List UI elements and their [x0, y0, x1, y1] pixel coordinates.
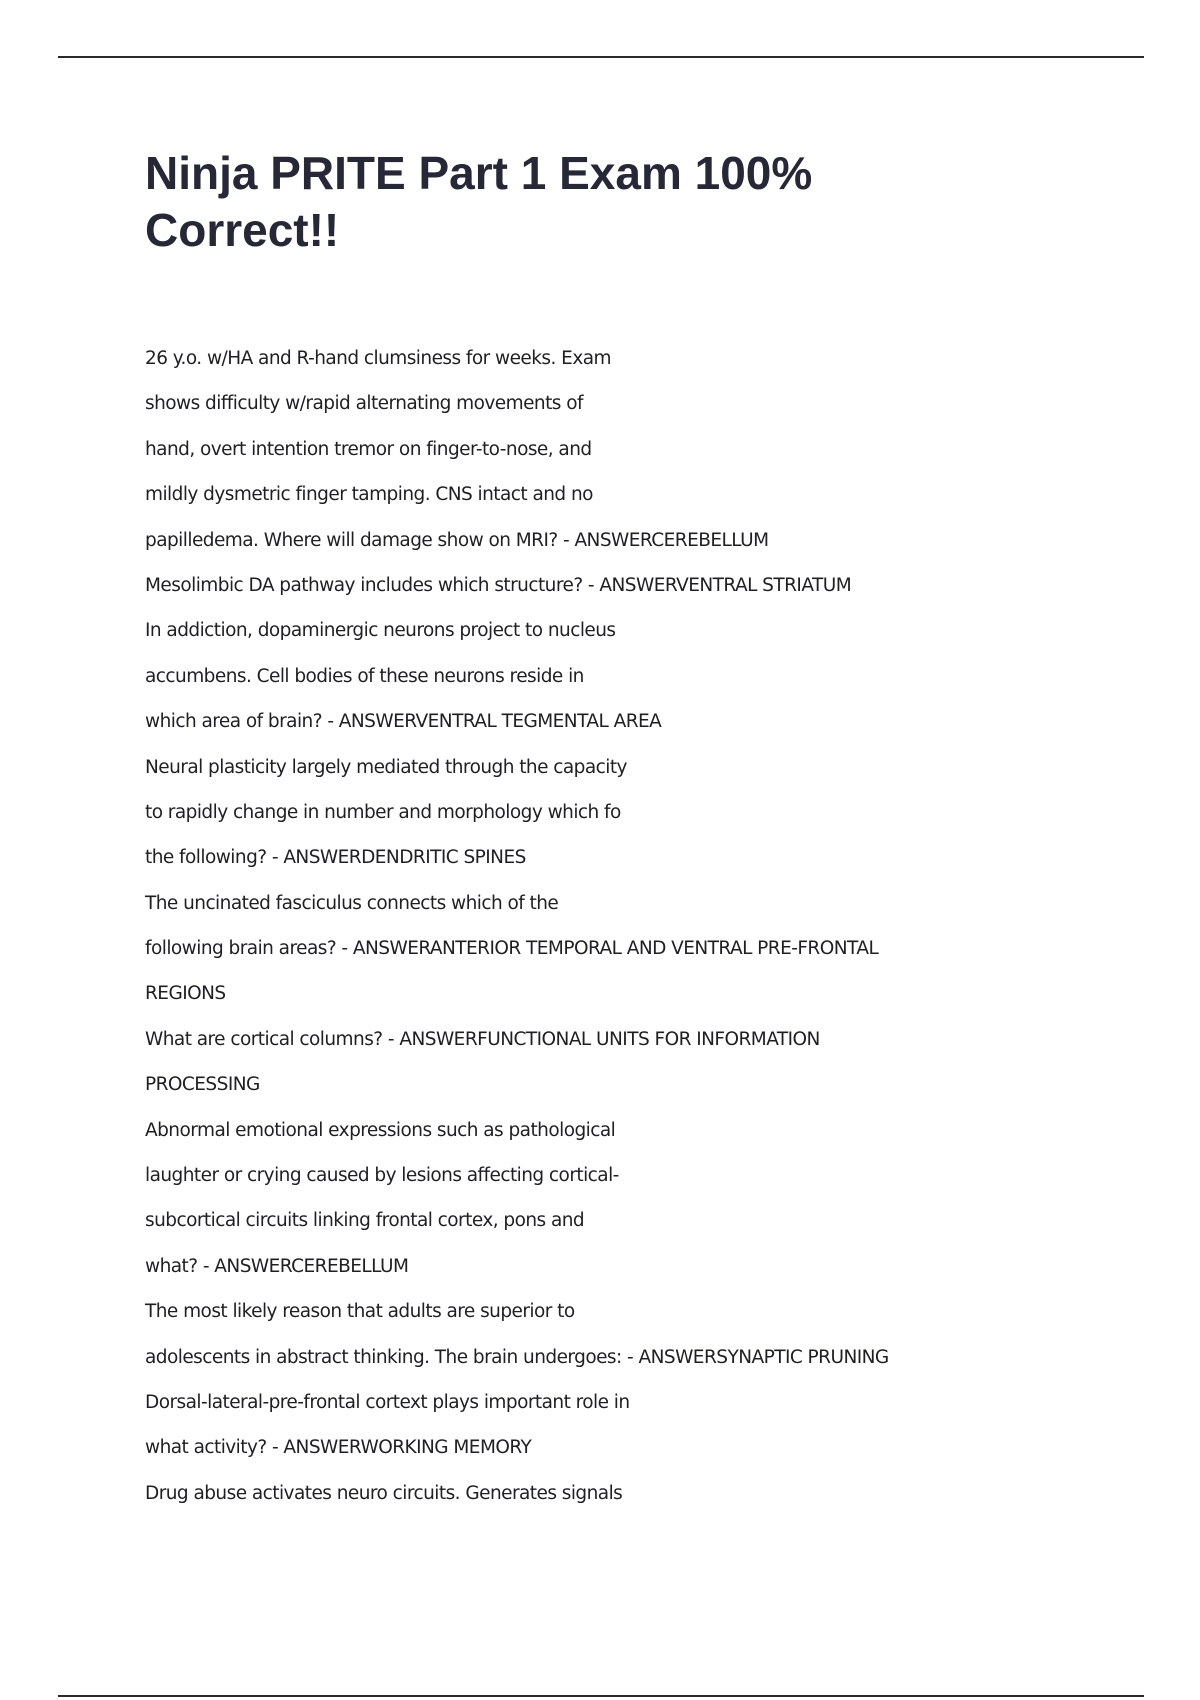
text-line: PROCESSING — [145, 1074, 260, 1096]
text-line: shows difficulty w/rapid alternating movements of — [145, 393, 583, 415]
text-line: Mesolimbic DA pathway includes which structure? - ANSWERVENTRAL STRIATUM — [145, 574, 852, 596]
top-divider — [58, 56, 1144, 58]
text-line: what? - ANSWERCEREBELLUM — [145, 1255, 409, 1277]
text-line: hand, overt intention tremor on finger-to-nose, and — [145, 438, 592, 460]
text-line: What are cortical columns? - ANSWERFUNCTIONAL UNITS FOR INFORMATION — [145, 1028, 820, 1050]
text-line: The most likely reason that adults are superior to — [145, 1301, 575, 1323]
text-line: The uncinated fasciculus connects which of the — [145, 892, 559, 914]
document-title: Ninja PRITE Part 1 Exam 100% Correct!! — [145, 147, 813, 256]
text-line: Neural plasticity largely mediated through the capacity — [145, 756, 627, 778]
text-line: adolescents in abstract thinking. The brain undergoes: - ANSWERSYNAPTIC PRUNING — [145, 1346, 889, 1368]
text-line: In addiction, dopaminergic neurons project to nucleus — [145, 620, 616, 642]
text-line: which area of brain? - ANSWERVENTRAL TEGMENTAL AREA — [145, 711, 662, 733]
text-line: laughter or crying caused by lesions affecting cortical- — [145, 1165, 619, 1187]
text-line: following brain areas? - ANSWERANTERIOR TEMPORAL AND VENTRAL PRE-FRONTAL — [145, 938, 879, 960]
text-line: 26 y.o. w/HA and R-hand clumsiness for weeks. Exam — [145, 348, 611, 369]
text-line: accumbens. Cell bodies of these neurons reside in — [145, 665, 584, 687]
text-line: the following? - ANSWERDENDRITIC SPINES — [145, 847, 526, 869]
text-line: subcortical circuits linking frontal cortex, pons and — [145, 1210, 585, 1232]
text-line: Dorsal-lateral-pre-frontal cortext plays important role in — [145, 1391, 630, 1413]
text-line: what activity? - ANSWERWORKING MEMORY — [145, 1437, 532, 1459]
text-line: papilledema. Where will damage show on MRI? - ANSWERCEREBELLUM — [145, 529, 769, 551]
text-line: Drug abuse activates neuro circuits. Generates signals — [145, 1482, 623, 1504]
document-body — [145, 342, 1145, 1522]
text-line: to rapidly change in number and morphology which fo — [145, 801, 621, 823]
text-line: REGIONS — [145, 983, 226, 1005]
text-line: mildly dysmetric finger tamping. CNS intact and no — [145, 484, 593, 506]
text-line: Abnormal emotional expressions such as pathological — [145, 1119, 616, 1141]
bottom-divider — [58, 1695, 1144, 1697]
